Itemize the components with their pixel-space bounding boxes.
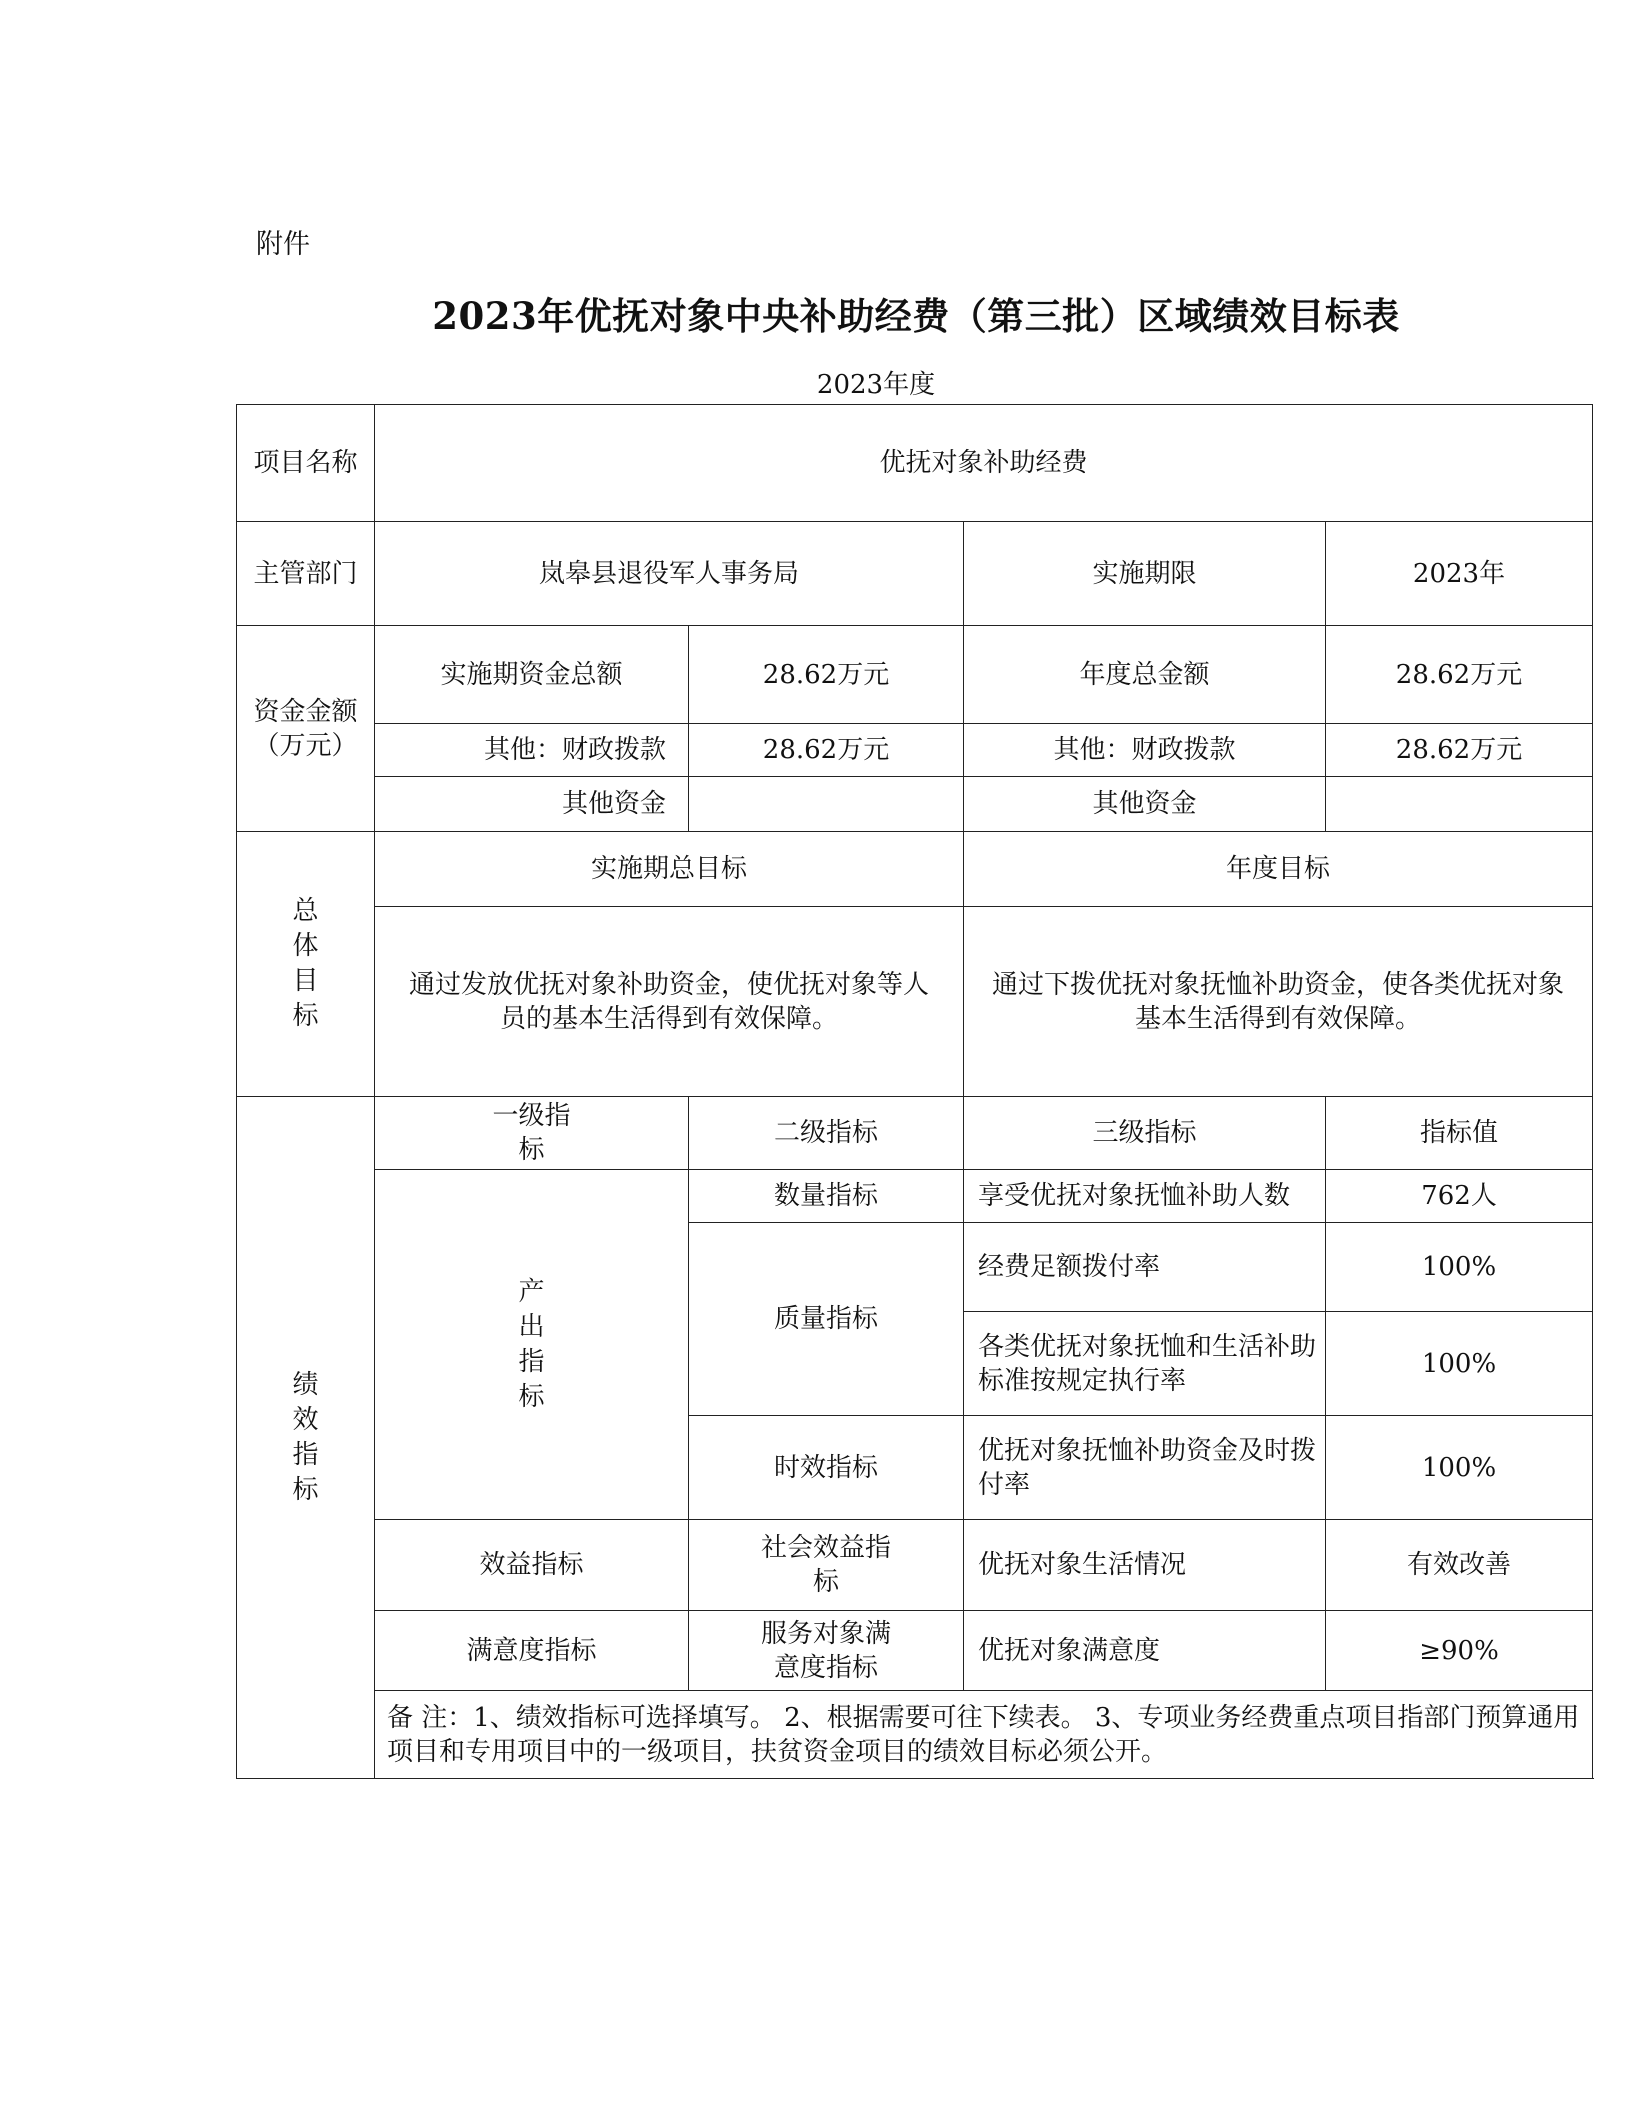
project-name-row	[237, 405, 1593, 522]
value-header: 指标值	[1326, 1097, 1593, 1170]
goals-label: 总体目标	[237, 832, 375, 1097]
indicators-label: 绩效指标	[237, 1097, 375, 1779]
performance-target-table	[236, 404, 1593, 1779]
annual-goal-text: 通过下拨优抚对象抚恤补助资金，使各类优抚对象基本生活得到有效保障。	[964, 907, 1593, 1097]
department-row	[237, 522, 1593, 626]
indicator-value: 有效改善	[1326, 1520, 1593, 1611]
annual-goal-label: 年度目标	[964, 832, 1593, 907]
funds-fiscal-value-annual: 28.62万元	[1326, 724, 1593, 777]
attachment-label: 附件	[256, 229, 310, 260]
service-satisfaction-label: 服务对象满意度指标	[689, 1611, 964, 1691]
page-title: 2023年优抚对象中央补助经费（第三批）区域绩效目标表	[432, 294, 1400, 338]
note-text: 备 注：1、绩效指标可选择填写。 2、根据需要可往下续表。 3、专项业务经费重点项目指部门预算通用项目和专用项目中的一级项目，扶贫资金项目的绩效目标必须公开。	[375, 1691, 1593, 1779]
period-label: 实施期限	[964, 522, 1326, 626]
indicator-level3: 各类优抚对象抚恤和生活补助标准按规定执行率	[964, 1312, 1326, 1416]
level1-header: 一级指标	[375, 1097, 689, 1170]
indicator-value: 100%	[1326, 1312, 1593, 1416]
department-label: 主管部门	[237, 522, 375, 626]
quality-indicator-label: 质量指标	[689, 1223, 964, 1416]
period-goal-label: 实施期总目标	[375, 832, 964, 907]
period-goal-text: 通过发放优抚对象补助资金，使优抚对象等人员的基本生活得到有效保障。	[375, 907, 964, 1097]
indicator-value: 100%	[1326, 1416, 1593, 1520]
indicator-row	[237, 1520, 1593, 1611]
funds-fiscal-row	[237, 724, 1593, 777]
funds-other-value	[689, 777, 964, 832]
indicator-level3: 享受优抚对象抚恤补助人数	[964, 1170, 1326, 1223]
social-benefit-label: 社会效益指标	[689, 1520, 964, 1611]
indicator-level3: 优抚对象生活情况	[964, 1520, 1326, 1611]
funds-other-label: 其他资金	[375, 777, 689, 832]
timeliness-indicator-label: 时效指标	[689, 1416, 964, 1520]
level2-header: 二级指标	[689, 1097, 964, 1170]
quantity-indicator-label: 数量指标	[689, 1170, 964, 1223]
project-name-label: 项目名称	[237, 405, 375, 522]
funds-label: 资金金额（万元）	[237, 626, 375, 832]
indicators-header-row	[237, 1097, 1593, 1170]
funds-other-row	[237, 777, 1593, 832]
fiscal-year: 2023年度	[816, 370, 936, 400]
indicator-row	[237, 1170, 1593, 1223]
project-name-value: 优抚对象补助经费	[375, 405, 1593, 522]
satisfaction-indicator-label: 满意度指标	[375, 1611, 689, 1691]
indicator-value: ≥90%	[1326, 1611, 1593, 1691]
period-value: 2023年	[1326, 522, 1593, 626]
indicator-level3: 经费足额拨付率	[964, 1223, 1326, 1312]
funds-fiscal-label-annual: 其他：财政拨款	[964, 724, 1326, 777]
funds-total-label: 实施期资金总额	[375, 626, 689, 724]
funds-other-value-annual	[1326, 777, 1593, 832]
goals-header-row	[237, 832, 1593, 907]
funds-total-value: 28.62万元	[689, 626, 964, 724]
indicator-value: 762人	[1326, 1170, 1593, 1223]
funds-annual-label: 年度总金额	[964, 626, 1326, 724]
level3-header: 三级指标	[964, 1097, 1326, 1170]
indicator-row	[237, 1611, 1593, 1691]
indicator-level3: 优抚对象抚恤补助资金及时拨付率	[964, 1416, 1326, 1520]
goals-text-row	[237, 907, 1593, 1097]
funds-fiscal-label: 其他：财政拨款	[375, 724, 689, 777]
indicator-value: 100%	[1326, 1223, 1593, 1312]
funds-fiscal-value: 28.62万元	[689, 724, 964, 777]
output-indicator-label: 产出指标	[375, 1170, 689, 1520]
note-row	[237, 1691, 1593, 1779]
benefit-indicator-label: 效益指标	[375, 1520, 689, 1611]
indicator-level3: 优抚对象满意度	[964, 1611, 1326, 1691]
funds-annual-value: 28.62万元	[1326, 626, 1593, 724]
department-value: 岚皋县退役军人事务局	[375, 522, 964, 626]
funds-total-row	[237, 626, 1593, 724]
funds-other-label-annual: 其他资金	[964, 777, 1326, 832]
